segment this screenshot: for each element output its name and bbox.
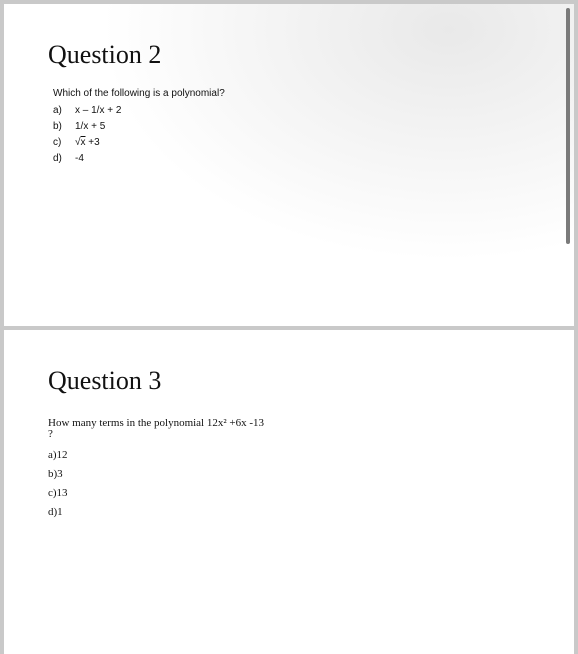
option-d: d)1: [48, 506, 63, 518]
slide-question-3: [4, 330, 574, 654]
option-b: [53, 118, 225, 134]
sqrt-symbol: √: [75, 136, 81, 148]
option-label: a): [53, 104, 62, 116]
option-text-suffix: +3: [85, 136, 100, 148]
question-mark: ?: [48, 428, 53, 440]
question-text: Which of the following is a polynomial?: [53, 88, 225, 99]
option-text: 1/x + 5: [75, 120, 106, 132]
option-a: [53, 102, 225, 118]
option-text: -4: [75, 152, 84, 164]
slide-title: Question 2: [48, 40, 162, 69]
option-c: [53, 134, 225, 150]
option-c: c)13: [48, 487, 68, 499]
option-text: x – 1/x + 2: [75, 104, 122, 116]
option-b: b)3: [48, 468, 63, 480]
sqrt-radicand: x: [80, 136, 86, 148]
vertical-scrollbar[interactable]: [566, 8, 570, 244]
slide-question-2: [4, 4, 574, 326]
option-d: [53, 150, 225, 166]
slide-title: Question 3: [48, 366, 162, 395]
option-label: b): [53, 120, 62, 132]
question-body: [48, 418, 264, 525]
question-text: How many terms in the polynomial 12x² +6x -13: [48, 417, 265, 429]
option-a: a)12: [48, 449, 68, 461]
option-label: c): [53, 136, 62, 148]
question-body: [53, 88, 225, 166]
option-label: d): [53, 152, 62, 164]
